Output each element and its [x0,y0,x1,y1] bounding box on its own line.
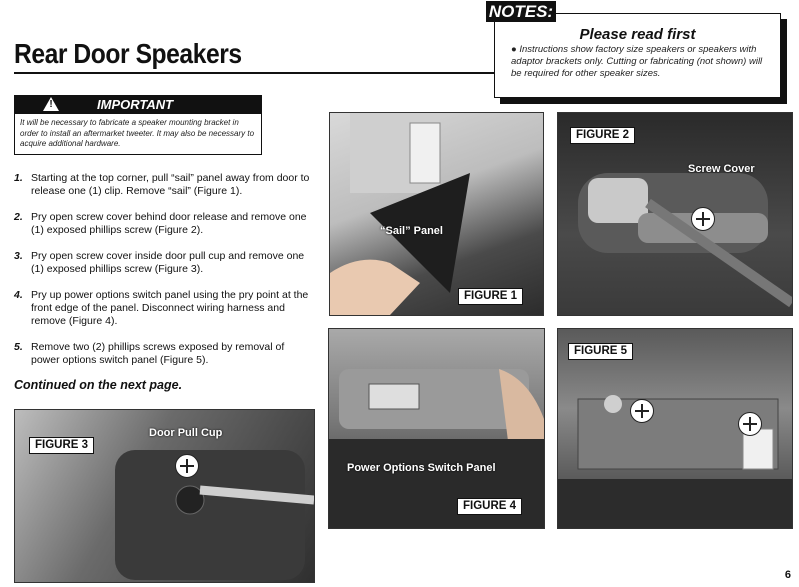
screw-icon [738,412,762,436]
figure-4-label: FIGURE 4 [457,498,522,515]
important-title: IMPORTANT [97,97,174,112]
figure-1-label: FIGURE 1 [458,288,523,305]
screw-cover-callout: Screw Cover [688,163,755,175]
step-number: 4. [14,289,23,301]
step-text: Remove two (2) phillips screws exposed by removal of power options switch panel (Figure 5). [31,341,285,366]
figure-4 [328,328,545,529]
figure-3 [14,409,315,583]
step-1 [14,172,314,198]
important-header [15,96,261,114]
figure-1 [329,112,544,316]
figure-3-label: FIGURE 3 [29,437,94,454]
step-4 [14,289,314,328]
notes-tab: NOTES: [486,1,556,22]
step-number: 3. [14,250,23,262]
screw-icon [175,454,199,478]
step-text: Pry up power options switch panel using the pry point at the front edge of the panel. Disconnect wiring harness and remove (Figure 4). [31,289,309,327]
warning-exclamation: ! [49,99,53,110]
power-options-switch-panel-callout: Power Options Switch Panel [347,462,496,474]
figure-2 [557,112,793,316]
sail-panel-callout: “Sail” Panel [380,225,443,237]
screw-icon [630,399,654,423]
step-number: 2. [14,211,23,223]
step-text: Starting at the top corner, pull “sail” panel away from door to release one (1) clip. Remove “sail” (Figure 1). [31,172,310,197]
figure-2-label: FIGURE 2 [570,127,635,144]
important-text: It will be necessary to fabricate a speaker mounting bracket in order to install an aftermarket tweeter. It may also be necessary to acquire additional hardware. [20,118,255,148]
door-pull-cup-callout: Door Pull Cup [149,427,223,439]
step-3 [14,250,314,276]
important-box [14,95,262,155]
step-text: Pry open screw cover behind door release and remove one (1) exposed phillips screw (Figure 2). [31,211,307,236]
step-number: 5. [14,341,23,353]
step-5 [14,341,314,367]
step-text: Pry open screw cover inside door pull cup and remove one (1) exposed phillips screw (Figure 3). [31,250,305,275]
title-rule [14,72,494,74]
figure-1-photo [330,113,543,315]
page-title: Rear Door Speakers [14,38,242,69]
notes-box [494,13,781,98]
step-number: 1. [14,172,23,184]
step-2 [14,211,314,237]
notes-text: ● Instructions show factory size speakers or speakers with adaptor brackets only. Cutting or fabricating (not shown) will be required for other speaker sizes. [511,44,763,79]
figure-5-label: FIGURE 5 [568,343,633,360]
continued-note: Continued on the next page. [14,378,183,392]
page-number: 6 [784,569,791,581]
screw-icon [691,207,715,231]
steps-list [14,172,314,380]
figure-5 [557,328,793,529]
notes-heading: Please read first [579,26,696,43]
